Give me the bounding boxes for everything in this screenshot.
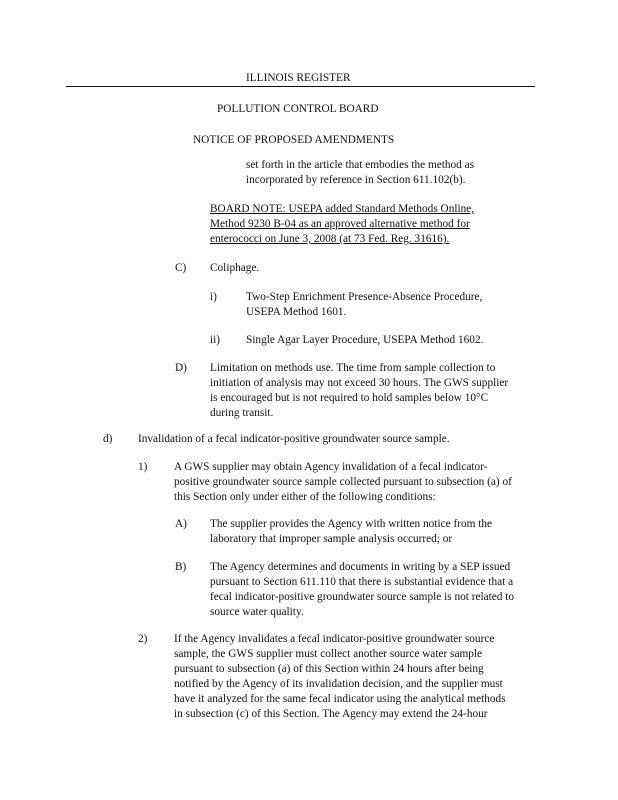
item-d-marker: D)	[175, 362, 187, 374]
item-2-line-5: have it analyzed for the same fecal indicator using the analytical methods	[174, 693, 506, 705]
board-note-line-2: Method 9230 B-04 as an approved alternative method for	[210, 218, 470, 230]
item-2-marker: 2)	[138, 633, 148, 645]
item-2-line-1: If the Agency invalidates a fecal indicator-positive groundwater source	[174, 633, 495, 645]
notice-title: NOTICE OF PROPOSED AMENDMENTS	[193, 134, 395, 146]
item-2-line-2: sample, the GWS supplier must collect another source water sample	[174, 648, 483, 660]
item-d-line-1: Limitation on methods use. The time from sample collection to	[210, 362, 496, 374]
item-c-label: Coliphage.	[210, 262, 260, 274]
item-2-line-6: in subsection (c) of this Section. The Agency may extend the 24-hour	[174, 708, 488, 720]
board-note-line-3: enterococci on June 3, 2008 (at 73 Fed. Reg. 31616).	[210, 233, 450, 245]
item-1b-marker: B)	[175, 561, 187, 573]
section-d-heading: Invalidation of a fecal indicator-positive groundwater source sample.	[138, 433, 450, 445]
item-1-line-1: A GWS supplier may obtain Agency invalidation of a fecal indicator-	[174, 461, 488, 473]
subitem-i-line-1: Two-Step Enrichment Presence-Absence Procedure,	[246, 291, 483, 303]
item-1b-line-1: The Agency determines and documents in writing by a SEP issued	[210, 561, 511, 573]
item-1a-line-1: The supplier provides the Agency with written notice from the	[210, 518, 493, 530]
board-title: POLLUTION CONTROL BOARD	[217, 103, 379, 115]
subitem-i-line-2: USEPA Method 1601.	[246, 306, 347, 318]
item-1a-marker: A)	[175, 518, 187, 530]
section-d-marker: d)	[103, 433, 113, 445]
board-note-label: BOARD NOTE:	[210, 203, 286, 215]
subitem-ii-line-1: Single Agar Layer Procedure, USEPA Method 1602.	[246, 334, 484, 346]
register-title: ILLINOIS REGISTER	[246, 72, 351, 84]
item-d-line-4: during transit.	[210, 407, 274, 419]
item-2-line-4: notified by the Agency of its invalidation decision, and the supplier must	[174, 678, 503, 690]
intro-line-2: incorporated by reference in Section 611.102(b).	[246, 174, 466, 186]
header-rule	[66, 86, 535, 87]
item-c-marker: C)	[175, 262, 187, 274]
item-d-line-3: is encouraged but is not required to hold samples below 10°C	[210, 392, 489, 404]
item-1a-line-2: laboratory that improper sample analysis occurred; or	[210, 533, 453, 545]
subitem-ii-marker: ii)	[210, 334, 221, 346]
item-d-line-2: initiation of analysis may not exceed 30 hours. The GWS supplier	[210, 377, 509, 389]
item-2-line-3: pursuant to subsection (a) of this Section within 24 hours after being	[174, 663, 484, 675]
item-1-line-2: positive groundwater source sample collected pursuant to subsection (a) of	[174, 476, 512, 488]
board-note-line1-rest: USEPA added Standard Methods Online,	[285, 203, 475, 215]
item-1b-line-3: fecal indicator-positive groundwater source sample is not related to	[210, 591, 515, 603]
item-1b-line-4: source water quality.	[210, 606, 304, 618]
subitem-i-marker: i)	[210, 291, 217, 303]
item-1-marker: 1)	[138, 461, 148, 473]
item-1b-line-2: pursuant to Section 611.110 that there is substantial evidence that a	[210, 576, 514, 588]
intro-line-1: set forth in the article that embodies the method as	[246, 159, 475, 171]
item-1-line-3: this Section only under either of the following conditions:	[174, 491, 436, 503]
board-note-line-1	[210, 202, 474, 217]
